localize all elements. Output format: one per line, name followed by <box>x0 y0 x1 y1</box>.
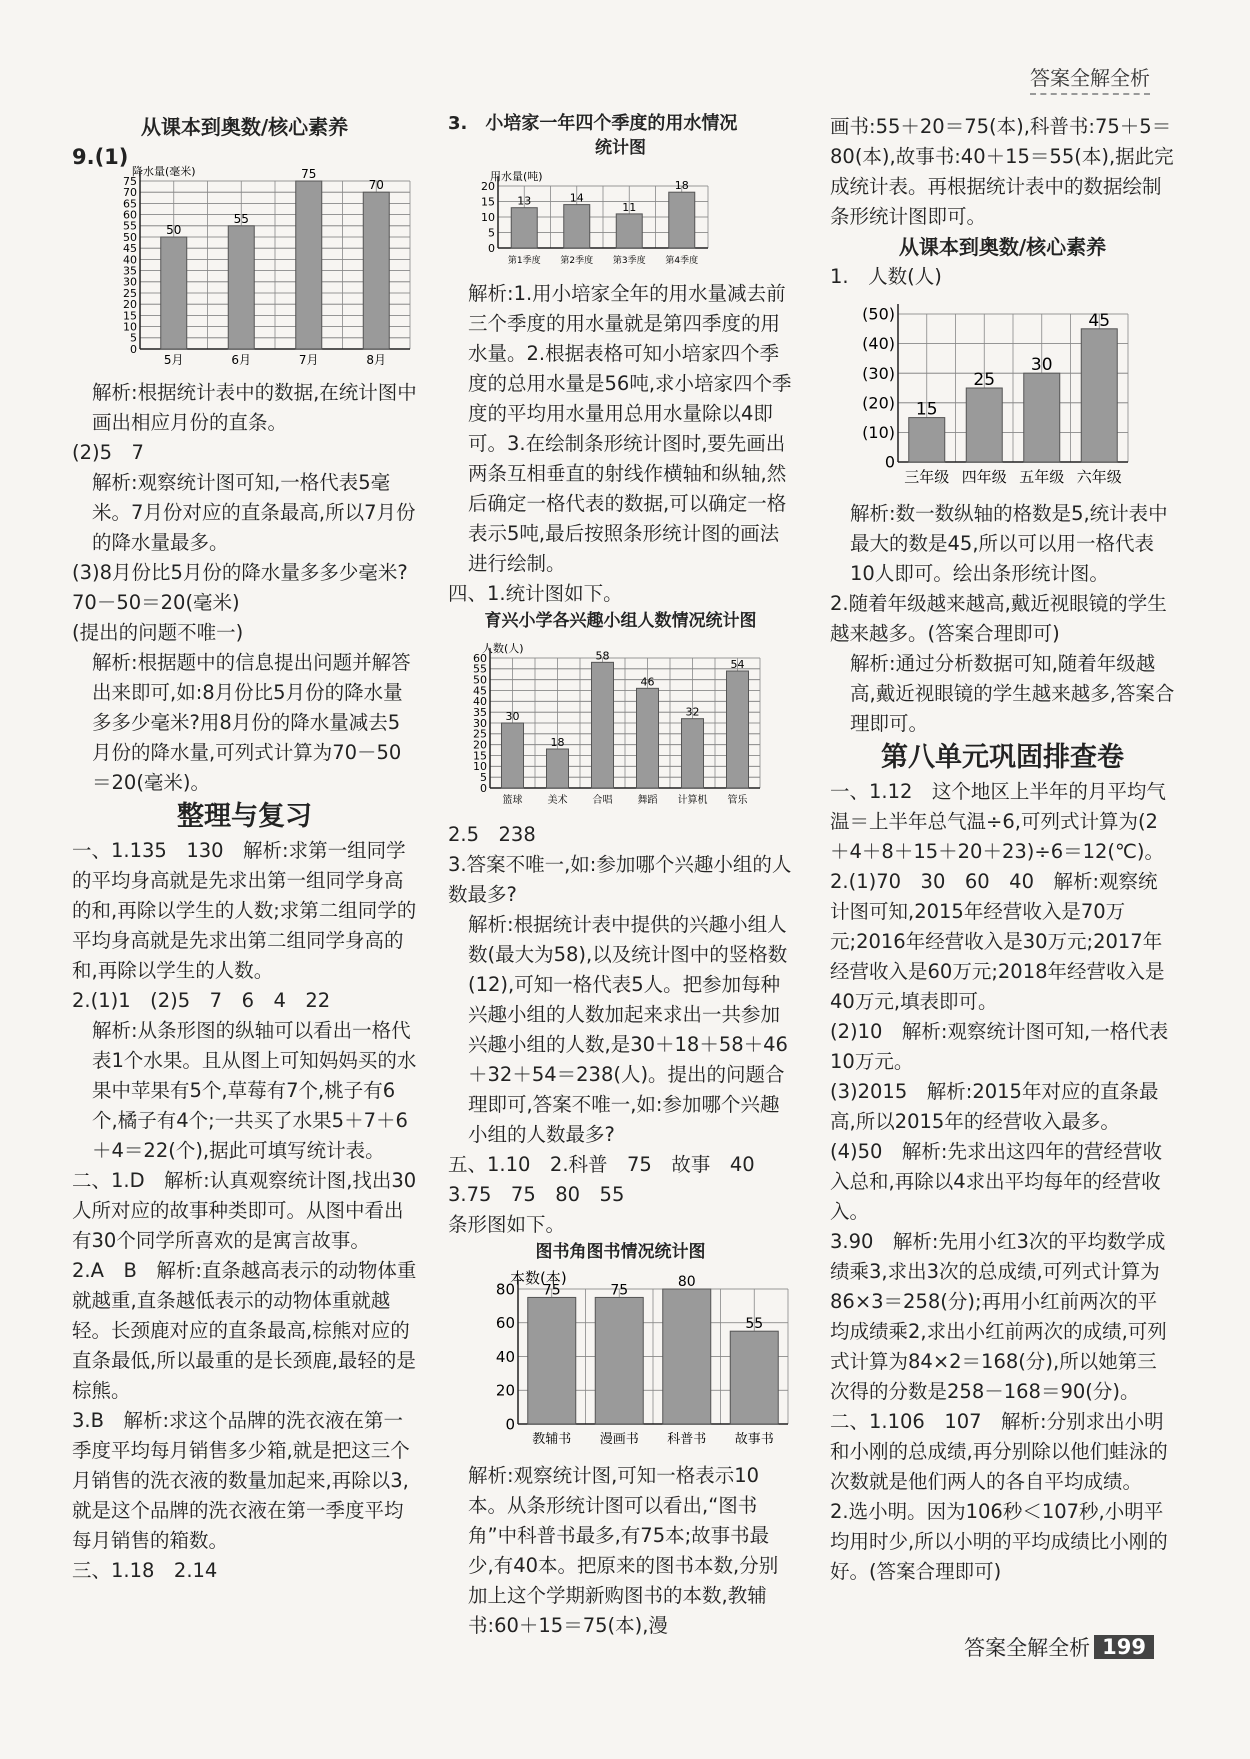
rainfall-bar-chart <box>72 144 417 369</box>
answer-line: 解析:1.用小培家全年的用水量减去前三个季度的用水量就是第四季度的用水量。2.根据表格可知小培家四个季度的总用水量是56吨,求小培家四个季度的平均用水量用总用水量除以4即可。3.在绘制条形统计图时,要先画出两条互相垂直的射线作横轴和纵轴,然后确定一格代表的数据,可以确定一格表示5吨,最后按照条形统计图的画法进行绘制。 <box>468 282 792 575</box>
answer-line: 解析:从条形图的纵轴可以看出一格代表1个水果。且从图上可知妈妈买的水果中苹果有5个,草莓有7个,桃子有6个,橘子有4个;一共买了水果5＋7＋6＋4＝22(个),据此可填写统计表。 <box>92 1019 417 1162</box>
bar <box>161 237 187 349</box>
y-tick-label: 0 <box>884 452 895 472</box>
y-tick-label: 0 <box>505 1415 515 1434</box>
x-tick-label: 7月 <box>298 353 319 367</box>
y-tick-label: 10 <box>481 210 495 224</box>
review-title: 整理与复习 <box>177 801 312 832</box>
y-tick-label: 75 <box>123 174 137 188</box>
answer-line: 3.90 解析:先用小红3次的平均数学成绩乘3,求出3次的总成绩,可列式计算为86×3＝258(分);再用小红前两次的平均成绩乘2,求出小红前两次的成绩,可列式计算为84×2＝168(分),所以她第三次得的分数是258－168＝90(分)。 <box>830 1230 1167 1403</box>
y-tick-label: 15 <box>481 195 495 209</box>
answer-line: 解析:观察统计图,可知一格表示10本。从条形统计图可以看出,“图书角”中科普书最多,有75本;故事书最少,有40本。把原来的图书本数,分别加上这个学期新购图书的本数,教辅书:60＋15＝75(本),漫 <box>468 1464 779 1637</box>
bar-value-label: 45 <box>1088 310 1111 331</box>
y-axis-label: 降水量(毫米) <box>132 165 196 178</box>
bar-value-label: 70 <box>368 178 384 193</box>
y-tick-label: 0 <box>130 342 137 356</box>
y-tick-label: 30 <box>123 275 137 289</box>
bar-value-label: 30 <box>1030 355 1053 376</box>
y-tick-label: 20 <box>473 738 487 752</box>
y-tick-label: 20 <box>123 298 137 312</box>
x-tick-label: 8月 <box>366 353 387 367</box>
bar-value-label: 32 <box>685 705 700 719</box>
bar <box>669 192 695 248</box>
x-tick-label: 计算机 <box>677 795 708 806</box>
y-tick-label: 5 <box>488 226 495 240</box>
answer-line: (2)10 解析:观察统计图可知,一格代表10万元。 <box>830 1020 1169 1073</box>
answer-line: 3.答案不唯一,如:参加哪个兴趣小组的人数最多? <box>448 853 792 906</box>
answer-line: 画书:55＋20＝75(本),科普书:75＋5＝80(本),故事书:40＋15＝55(本),据此完成统计表。再根据统计表中的数据绘制条形统计图即可。 <box>830 115 1174 228</box>
bar <box>595 1297 643 1424</box>
bar <box>547 749 569 788</box>
bar-value-label: 30 <box>505 710 520 723</box>
y-tick-label: 45 <box>473 684 487 698</box>
x-tick-label: 舞蹈 <box>637 795 658 806</box>
bar <box>511 208 537 248</box>
bar <box>682 719 704 788</box>
book-corner-bar-chart <box>448 1264 793 1452</box>
x-tick-label: 三年级 <box>904 468 950 486</box>
bar-value-label: 75 <box>542 1282 561 1299</box>
bar <box>727 671 749 788</box>
bar-value-label: 15 <box>915 399 938 420</box>
page-header: 答案全解全析 <box>1030 62 1150 95</box>
x-tick-label: 管乐 <box>727 795 748 806</box>
bar-value-label: 58 <box>595 649 610 663</box>
answer-line: 2.(1)1 (2)5 7 6 4 22 <box>72 989 331 1012</box>
y-tick-label: (50) <box>862 304 895 324</box>
bar <box>616 214 642 248</box>
answer-line: 解析:观察统计图可知,一格代表5毫米。7月份对应的直条最高,所以7月份的降水量最多。 <box>92 471 416 554</box>
bar <box>564 205 590 248</box>
bar-value-label: 11 <box>622 200 637 214</box>
y-tick-label: 20 <box>495 1381 515 1400</box>
answer-line: (提出的问题不唯一) <box>72 621 244 644</box>
answer-line: 2.A B 解析:直条越高表示的动物体重就越重,直条越低表示的动物体重就越轻。长颈鹿对应的直条最高,棕熊对应的直条最低,所以最重的是长颈鹿,最轻的是棕熊。 <box>72 1259 417 1402</box>
question-1-label: 1. 人数(人) <box>830 265 942 288</box>
y-tick-label: 45 <box>123 242 137 256</box>
answer-line: 3.75 75 80 55 <box>448 1183 625 1206</box>
page-number: 199 <box>1094 1635 1154 1659</box>
bar <box>730 1331 778 1424</box>
y-tick-label: (10) <box>862 423 895 442</box>
y-tick-label: 70 <box>123 186 137 200</box>
x-tick-label: 教辅书 <box>532 1432 572 1447</box>
bar-value-label: 13 <box>517 194 532 208</box>
answer-line: 2.随着年级越来越高,戴近视眼镜的学生越来越多。(答案合理即可) <box>830 592 1167 645</box>
answer-line: 解析:根据题中的信息提出问题并解答出来即可,如:8月份比5月份的降水量多多少毫米?用8月份的降水量减去5月份的降水量,可列式计算为70－50＝20(毫米)。 <box>92 651 411 794</box>
water-chart-title-2: 统计图 <box>595 138 646 158</box>
question-9: 9.(1) <box>72 145 129 169</box>
bar-value-label: 46 <box>640 675 655 689</box>
bar-value-label: 18 <box>550 736 565 749</box>
bar-value-label: 14 <box>569 191 584 205</box>
x-tick-label: 5月 <box>163 353 184 367</box>
answer-line: 解析:数一数纵轴的格数是5,统计表中最大的数是45,所以可以用一格代表10人即可。绘出条形统计图。 <box>850 502 1168 585</box>
bar-value-label: 80 <box>677 1274 696 1290</box>
answer-line: 三、1.18 2.14 <box>72 1559 218 1582</box>
y-axis-label: 用水量(吨) <box>490 170 543 183</box>
bar <box>966 388 1002 462</box>
y-tick-label: 60 <box>495 1314 515 1332</box>
students-bar-chart <box>830 292 1175 490</box>
page-footer <box>964 1632 1154 1662</box>
y-tick-label: (20) <box>862 393 895 413</box>
bar-value-label: 50 <box>166 223 182 237</box>
y-tick-label: 40 <box>123 253 137 267</box>
bar <box>502 723 524 788</box>
bar-value-label: 75 <box>610 1282 629 1299</box>
answer-line: 解析:根据统计表中提供的兴趣小组人数(最大为58),以及统计图中的竖格数(12),可知一格代表5人。把参加每种兴趣小组的人数加起来求出一共参加兴趣小组的人数,是30＋18＋58＋46＋32＋54＝238(人)。提出的问题合理即可,答案不唯一,如:参加哪个兴趣小组的人数最多? <box>468 913 788 1146</box>
interest-group-bar-chart <box>448 633 793 811</box>
x-tick-label: 美术 <box>547 795 568 806</box>
answer-line: 解析:通过分析数据可知,随着年级越高,戴近视眼镜的学生越来越多,答案合理即可。 <box>850 652 1175 735</box>
answer-line: (2)5 7 <box>72 441 144 464</box>
y-tick-label: 5 <box>130 331 137 345</box>
answer-line: (3)2015 解析:2015年对应的直条最高,所以2015年的经营收入最多。 <box>830 1080 1159 1133</box>
y-tick-label: 50 <box>123 230 137 244</box>
interest-chart-title: 育兴小学各兴趣小组人数情况统计图 <box>484 611 757 631</box>
column-1 <box>72 112 417 1586</box>
y-tick-label: 55 <box>123 219 137 233</box>
answer-line: 2.(1)70 30 60 40 解析:观察统计图可知,2015年经营收入是70万元;2016年经营收入是30万元;2017年经营收入是60万元;2018年经营收入是40万元,填表即可。 <box>830 870 1165 1013</box>
y-tick-label: 25 <box>123 286 137 300</box>
answer-line: 3.B 解析:求这个品牌的洗衣液在第一季度平均每月销售多少箱,就是把这三个月销售的洗衣液的数量加起来,再除以3,就是这个品牌的洗衣液在第一季度平均每月销售的箱数。 <box>72 1409 410 1552</box>
x-tick-label: 五年级 <box>1019 468 1065 486</box>
y-tick-label: 10 <box>473 760 487 774</box>
column-3 <box>830 112 1175 1587</box>
bar <box>592 662 614 788</box>
y-tick-label: 65 <box>123 197 137 211</box>
y-tick-label: 25 <box>473 727 487 741</box>
bar-value-label: 25 <box>973 370 996 390</box>
bar-value-label: 55 <box>233 211 249 226</box>
answer-line: 二、1.D 解析:认真观察统计图,找出30人所对应的故事种类即可。从图中看出有30个同学所喜欢的是寓言故事。 <box>72 1169 417 1252</box>
water-usage-bar-chart <box>448 160 793 270</box>
section-title-2: 从课本到奥数/核心素养 <box>898 235 1107 259</box>
y-tick-label: 40 <box>473 695 487 709</box>
x-tick-label: 6月 <box>231 353 252 367</box>
footer-label: 答案全解全析 <box>964 1636 1091 1660</box>
book-chart-title: 图书角图书情况统计图 <box>535 1242 706 1262</box>
water-chart-title: 3. 小培家一年四个季度的用水情况 <box>448 113 738 134</box>
x-tick-label: 篮球 <box>502 795 523 806</box>
answer-line: 解析:根据统计表中的数据,在统计图中画出相应月份的直条。 <box>92 381 417 434</box>
answer-line: 一、1.12 这个地区上半年的月平均气温＝上半年总气温÷6,可列式计算为(2＋4＋8＋15＋20＋23)÷6＝12(℃)。 <box>830 780 1166 863</box>
y-tick-label: 55 <box>473 662 487 676</box>
bar <box>909 418 945 462</box>
answer-line: 五、1.10 2.科普 75 故事 40 <box>448 1153 755 1176</box>
x-tick-label: 六年级 <box>1076 468 1122 486</box>
x-tick-label: 故事书 <box>734 1432 774 1447</box>
y-tick-label: 60 <box>473 651 487 665</box>
y-tick-label: 60 <box>123 208 137 222</box>
y-tick-label: 40 <box>495 1347 515 1366</box>
bar-value-label: 18 <box>674 179 689 193</box>
bar <box>296 181 322 349</box>
y-tick-label: (40) <box>862 334 895 354</box>
bar <box>363 192 389 349</box>
answer-line: 四、1.统计图如下。 <box>448 582 623 605</box>
answer-line: 二、1.106 107 解析:分别求出小明和小刚的总成绩,再分别除以他们蛙泳的次数就是他们两人的各自平均成绩。 <box>830 1410 1168 1493</box>
answer-line: (4)50 解析:先求出这四年的营经营收入总和,再除以4求出平均每年的经营收入。 <box>830 1140 1163 1223</box>
x-tick-label: 第1季度 <box>507 256 541 266</box>
y-tick-label: 0 <box>488 241 495 255</box>
bar <box>663 1289 711 1424</box>
y-axis-label: 本数(本) <box>510 1269 567 1287</box>
y-tick-label: 15 <box>123 309 137 323</box>
x-tick-label: 漫画书 <box>599 1432 639 1447</box>
answer-line: 70－50＝20(毫米) <box>72 591 240 614</box>
answer-line: 2.5 238 <box>448 823 536 846</box>
column-2 <box>448 112 793 1641</box>
y-tick-label: 50 <box>473 673 487 687</box>
answer-line: 一、1.135 130 解析:求第一组同学的平均身高就是先求出第一组同学身高的和,再除以学生的人数;求第二组同学的平均身高就是先求出第二组同学身高的和,再除以学生的人数。 <box>72 839 417 982</box>
y-axis-label: 人数(人) <box>482 642 524 655</box>
x-tick-label: 第2季度 <box>560 256 594 266</box>
y-tick-label: 0 <box>480 781 487 795</box>
bar <box>1081 329 1117 462</box>
bar <box>1024 373 1060 462</box>
bar <box>637 688 659 788</box>
answer-line: 2.选小明。因为106秒＜107秒,小明平均用时少,所以小明的平均成绩比小刚的好。(答案合理即可) <box>830 1500 1168 1583</box>
y-tick-label: 30 <box>473 716 487 730</box>
bar <box>228 226 254 349</box>
y-tick-label: 80 <box>495 1280 515 1299</box>
answer-line: (3)8月份比5月份的降水量多多少毫米? <box>72 561 408 584</box>
y-tick-label: 15 <box>473 749 487 763</box>
x-tick-label: 科普书 <box>667 1432 707 1447</box>
x-tick-label: 第3季度 <box>612 256 646 266</box>
y-tick-label: (30) <box>862 363 895 383</box>
y-tick-label: 35 <box>123 264 137 278</box>
y-tick-label: 20 <box>481 179 495 193</box>
x-tick-label: 第4季度 <box>665 256 699 266</box>
bar-value-label: 55 <box>745 1316 764 1333</box>
y-tick-label: 35 <box>473 706 487 720</box>
y-tick-label: 10 <box>123 320 137 334</box>
x-tick-label: 合唱 <box>592 795 613 806</box>
bar-value-label: 54 <box>730 658 745 671</box>
answer-line: 条形图如下。 <box>448 1213 566 1236</box>
unit-8-title: 第八单元巩固排查卷 <box>881 742 1124 773</box>
section-title: 从课本到奥数/核心素养 <box>140 115 349 139</box>
bar-value-label: 75 <box>301 167 317 181</box>
bar <box>528 1297 576 1424</box>
x-tick-label: 四年级 <box>961 468 1007 486</box>
y-tick-label: 5 <box>480 771 487 785</box>
